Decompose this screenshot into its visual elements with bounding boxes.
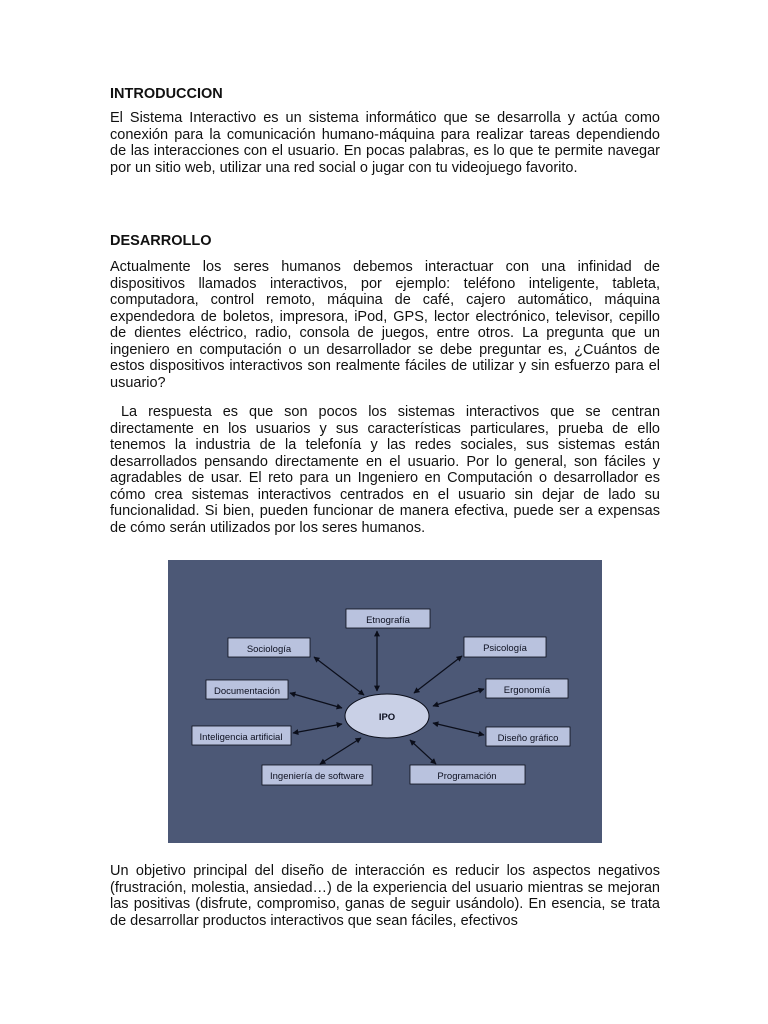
node-diseno	[486, 727, 570, 746]
arrow-documentacion	[290, 693, 342, 708]
node-psicologia	[464, 637, 546, 657]
svg-text:Documentación: Documentación	[213, 686, 281, 697]
svg-text:Psicología: Psicología	[483, 643, 527, 654]
svg-text:Etnografía: Etnografía	[366, 615, 410, 626]
arrow-psicologia	[414, 656, 462, 693]
arrow-inteligencia	[293, 724, 342, 733]
svg-text:Ingeniería de software: Ingeniería de software	[269, 771, 365, 782]
node-documentacion	[206, 680, 288, 699]
arrow-sociologia	[314, 657, 364, 695]
arrow-ergonomia	[433, 689, 484, 706]
intro-paragraph: El Sistema Interactivo es un sistema informático que se desarrolla y actúa como conexión para la comunicación humano-máquina para realizar tareas dependiendo de las interacciones con el usuario. En pocas palabras, es lo que te permite navegar por un sitio web, utilizar una red social o jugar con tu videojuego favorito.	[110, 110, 660, 176]
node-etnografia	[346, 609, 430, 628]
node-programacion	[410, 765, 525, 784]
node-inteligencia	[192, 726, 291, 745]
intro-heading: INTRODUCCION	[110, 86, 223, 102]
closing-paragraph: Un objetivo principal del diseño de interacción es reducir los aspectos negativos (frustración, molestia, ansiedad…) de la experiencia del usuario mientras se mejoran las positivas (disfrute, compromiso, ganas de seguir usándolo). En esencia, se trata de desarrollar productos interactivos que sean fáciles, efectivos	[110, 863, 660, 929]
svg-text:Diseño gráfico: Diseño gráfico	[497, 733, 559, 744]
desarrollo-paragraph-2: La respuesta es que son pocos los sistemas interactivos que se centran directamente en los usuarios y sus características particulares, prueba de ello tenemos la industria de la telefonía y las redes sociales, sus sistemas están desarrollados pensando directamente en el usuario. Por lo general, son fáciles y agradables de usar. El reto para un Ingeniero en Computación o desarrollador es cómo crea sistemas interactivos centrados en el usuario sin dejar de lado su funcionalidad. Si bien, pueden funcionar de manera efectiva, puede ser a expensas de cómo serán utilizados por los seres humanos.	[110, 404, 665, 536]
arrow-programacion	[410, 740, 436, 764]
svg-text:Inteligencia artificial: Inteligencia artificial	[199, 732, 283, 743]
node-sociologia	[228, 638, 310, 657]
svg-text:Programación: Programación	[437, 771, 497, 782]
svg-text:Ergonomía: Ergonomía	[503, 685, 551, 696]
arrow-software	[320, 738, 361, 764]
node-software	[262, 765, 372, 785]
desarrollo-paragraph-1: Actualmente los seres humanos debemos interactuar con una infinidad de dispositivos llamados interactivos, por ejemplo: teléfono inteligente, tableta, computadora, control remoto, máquina de café, cajero automático, máquina expendedora de boletos, impresora, iPod, GPS, lector electrónico, televisor, cepillo de dientes eléctrico, radio, consola de juegos, entre otros. La pregunta que un ingeniero en computación o un desarrollador se debe preguntar es, ¿Cuántos de estos dispositivos interactivos son realmente fáciles de utilizar y sin esfuerzo para el usuario?	[110, 259, 660, 391]
ipo-label: IPO	[378, 712, 396, 723]
node-ergonomia	[486, 679, 568, 698]
svg-text:Sociología: Sociología	[246, 644, 292, 655]
ipo-diagram	[168, 560, 602, 843]
desarrollo-heading: DESARROLLO	[110, 233, 212, 249]
arrow-diseno	[433, 723, 484, 735]
ipo-diagram-svg	[168, 560, 602, 843]
